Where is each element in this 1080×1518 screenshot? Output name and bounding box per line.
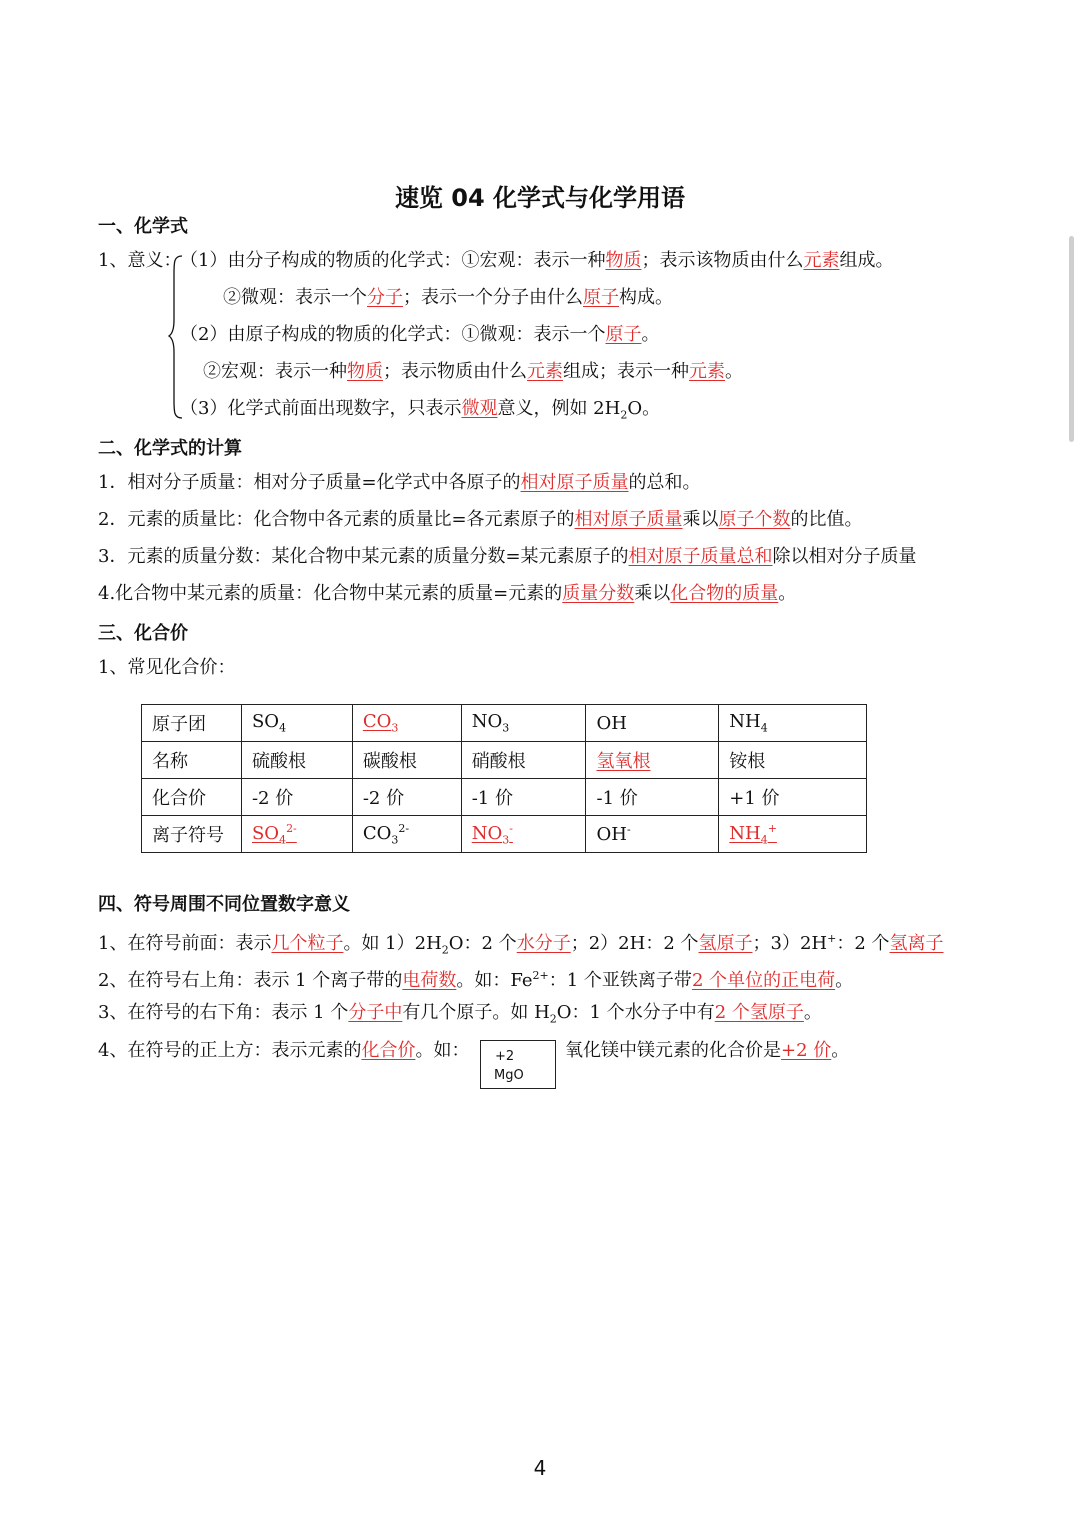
text: （3）化学式前面出现数字，只表示 (180, 398, 462, 419)
answer-blank: 水分子 (516, 933, 571, 954)
answer-blank: 物质 (347, 361, 383, 382)
text: 的总和。 (628, 472, 701, 493)
answer-blank: 质量分数 (562, 583, 635, 604)
superscript: 2+ (532, 969, 549, 982)
answer-blank: 化合物的质量 (670, 583, 779, 604)
answer-blank: 元素 (527, 361, 563, 382)
text: SO (251, 711, 280, 733)
table-cell: 铵根 (719, 742, 867, 779)
calc-line-4 (98, 582, 796, 606)
subscript: 3 (391, 833, 399, 847)
answer-blank: 原子个数 (718, 509, 791, 530)
valence-example-box (480, 1040, 556, 1089)
superscript: + (767, 821, 777, 835)
text: ；3）2H (752, 933, 828, 954)
text: 1．相对分子质量：相对分子质量=化学式中各原子的 (98, 472, 521, 493)
text: 。如 1）2H (343, 933, 442, 954)
text: 。 (835, 970, 854, 991)
table-cell (586, 742, 719, 779)
formula-label: MgO (494, 1068, 524, 1083)
section-heading-formula: 一、化学式 (98, 216, 188, 237)
text: CO (362, 711, 392, 733)
subscript: 3 (502, 833, 510, 847)
calc-line-1 (98, 471, 701, 495)
text: 组成；表示一种 (563, 361, 689, 382)
subscript: 2 (620, 408, 628, 422)
answer-blank: 元素 (689, 361, 725, 382)
row-header: 名称 (142, 742, 242, 779)
subscript: 3 (502, 721, 510, 735)
text: 。 (803, 1002, 822, 1023)
table-cell (719, 816, 867, 853)
text: CO (362, 822, 392, 844)
text: ：2 个 (836, 933, 890, 954)
number-line-4 (98, 1039, 469, 1063)
text: O。 (627, 398, 661, 419)
text: O：2 个 (448, 933, 517, 954)
answer-blank: 物质 (605, 250, 642, 271)
text: ；表示该物质由什么 (641, 250, 804, 271)
table-row (142, 816, 867, 853)
table-cell (241, 705, 352, 742)
text: 4、在符号的正上方：表示元素的 (98, 1040, 362, 1061)
answer-blank: 原子 (583, 287, 619, 308)
row-header: 原子团 (142, 705, 242, 742)
table-cell (461, 816, 586, 853)
answer-blank: 相对原子质量 (520, 472, 629, 493)
answer-blank: 分子 (367, 287, 403, 308)
text: 。 (831, 1040, 850, 1061)
text: 2、在符号右上角：表示 1 个离子带的 (98, 970, 403, 991)
subscript: 4 (760, 833, 768, 847)
meaning-line-5 (180, 397, 660, 428)
number-line-2 (98, 964, 853, 993)
subscript: 3 (391, 721, 399, 735)
table-cell: -1 价 (586, 779, 719, 816)
radical-table (141, 704, 867, 853)
table-cell (241, 816, 352, 853)
row-header: 离子符号 (142, 816, 242, 853)
calc-line-3 (98, 545, 917, 569)
table-cell (586, 816, 719, 853)
table-cell (461, 705, 586, 742)
table-row (142, 742, 867, 779)
answer-blank: 氢氧根 (596, 751, 651, 772)
answer-blank: 几个粒子 (271, 933, 344, 954)
row-header: 化合价 (142, 779, 242, 816)
text: O：1 个水分子中有 (556, 1002, 715, 1023)
meaning-line-4 (203, 360, 743, 384)
answer-blank: 微观 (461, 398, 498, 419)
answer-blank (729, 821, 777, 847)
text: ：1 个亚铁离子带 (548, 970, 692, 991)
meaning-line-2 (223, 286, 673, 310)
answer-blank: +2 价 (781, 1040, 832, 1061)
number-line-3 (98, 1001, 822, 1032)
answer-blank: 分子中 (348, 1002, 403, 1023)
text: ；2）2H：2 个 (570, 933, 699, 954)
text: 1、在符号前面：表示 (98, 933, 272, 954)
table-cell (352, 816, 461, 853)
text: NO (471, 711, 503, 733)
answer-blank (362, 711, 399, 735)
text: 除以相对分子质量 (772, 546, 917, 567)
text: 3、在符号的右下角：表示 1 个 (98, 1002, 349, 1023)
text: 氧化镁中镁元素的化合价是 (565, 1040, 781, 1061)
superscript: + (827, 932, 837, 945)
scrollbar[interactable] (1069, 236, 1074, 442)
text: 。 (725, 361, 743, 382)
meaning-line-1 (180, 249, 893, 273)
subscript: 4 (279, 833, 287, 847)
superscript: 2- (398, 821, 410, 835)
superscript: 2- (286, 821, 297, 835)
superscript: - (509, 821, 513, 835)
text: ；表示一个分子由什么 (403, 287, 583, 308)
text: 构成。 (619, 287, 673, 308)
answer-blank (251, 821, 297, 847)
text: 乘以 (682, 509, 719, 530)
text: NO (471, 822, 503, 844)
answer-blank (471, 821, 513, 847)
calc-line-2 (98, 508, 863, 532)
section-heading-calculation: 二、化学式的计算 (98, 438, 242, 459)
text: 4.化合物中某元素的质量：化合物中某元素的质量=元素的 (98, 583, 563, 604)
common-valence-label: 1、常见化合价： (98, 657, 236, 678)
table-cell: -2 价 (241, 779, 352, 816)
answer-blank: 相对原子质量 (574, 509, 683, 530)
section-heading-valence: 三、化合价 (98, 623, 188, 644)
text: 有几个原子。如 H (402, 1002, 550, 1023)
answer-blank: 元素 (803, 250, 840, 271)
subscript: 4 (760, 721, 768, 735)
text: ②微观：表示一个 (223, 287, 367, 308)
answer-blank: 相对原子质量总和 (628, 546, 773, 567)
text: SO (251, 822, 280, 844)
text: ；表示物质由什么 (383, 361, 527, 382)
text: 意义，例如 2H (497, 398, 621, 419)
text: （2）由原子构成的物质的化学式：①微观：表示一个 (180, 324, 606, 345)
table-cell (719, 705, 867, 742)
text: 。如：Fe (456, 970, 533, 991)
table-cell: OH (586, 705, 719, 742)
answer-blank: 氢离子 (889, 933, 944, 954)
text: 乘以 (634, 583, 671, 604)
text: NH (729, 822, 761, 844)
text: 组成。 (839, 250, 894, 271)
subscript: 4 (279, 721, 287, 735)
superscript: - (626, 823, 631, 836)
subscript: 2 (549, 1012, 557, 1026)
text: 的比值。 (790, 509, 863, 530)
number-line-1 (98, 927, 944, 963)
answer-blank: 2 个单位的正电荷 (691, 970, 836, 991)
table-cell: +1 价 (719, 779, 867, 816)
answer-blank: 2 个氢原子 (714, 1002, 804, 1023)
text: 3．元素的质量分数：某化合物中某元素的质量分数=某元素原子的 (98, 546, 629, 567)
answer-blank: 氢原子 (698, 933, 753, 954)
meaning-line-3 (180, 323, 659, 347)
text: OH (596, 824, 627, 845)
table-cell: -2 价 (352, 779, 461, 816)
subscript: 2 (441, 943, 449, 957)
text: （1）由分子构成的物质的化学式：①宏观：表示一种 (180, 250, 606, 271)
number-line-4-tail (565, 1039, 849, 1063)
section-heading-number-meaning: 四、符号周围不同位置数字意义 (98, 894, 350, 915)
text: 。 (778, 583, 797, 604)
text: 。 (641, 324, 660, 345)
table-cell: -1 价 (461, 779, 586, 816)
table-cell (352, 705, 461, 742)
answer-blank: 原子 (605, 324, 642, 345)
text: ②宏观：表示一种 (203, 361, 347, 382)
text: NH (729, 711, 761, 733)
page-number: 4 (533, 1456, 547, 1480)
answer-blank: 电荷数 (402, 970, 457, 991)
valence-label: +2 (495, 1049, 515, 1064)
text: 。如： (415, 1040, 470, 1061)
table-row (142, 779, 867, 816)
table-cell: 硫酸根 (241, 742, 352, 779)
answer-blank: 化合价 (361, 1040, 416, 1061)
table-cell: 碳酸根 (352, 742, 461, 779)
table-cell: 硝酸根 (461, 742, 586, 779)
table-row (142, 705, 867, 742)
meaning-label: 1、意义： (98, 250, 182, 271)
text: 2．元素的质量比：化合物中各元素的质量比=各元素原子的 (98, 509, 575, 530)
page-title: 速览 04 化学式与化学用语 (394, 184, 686, 212)
